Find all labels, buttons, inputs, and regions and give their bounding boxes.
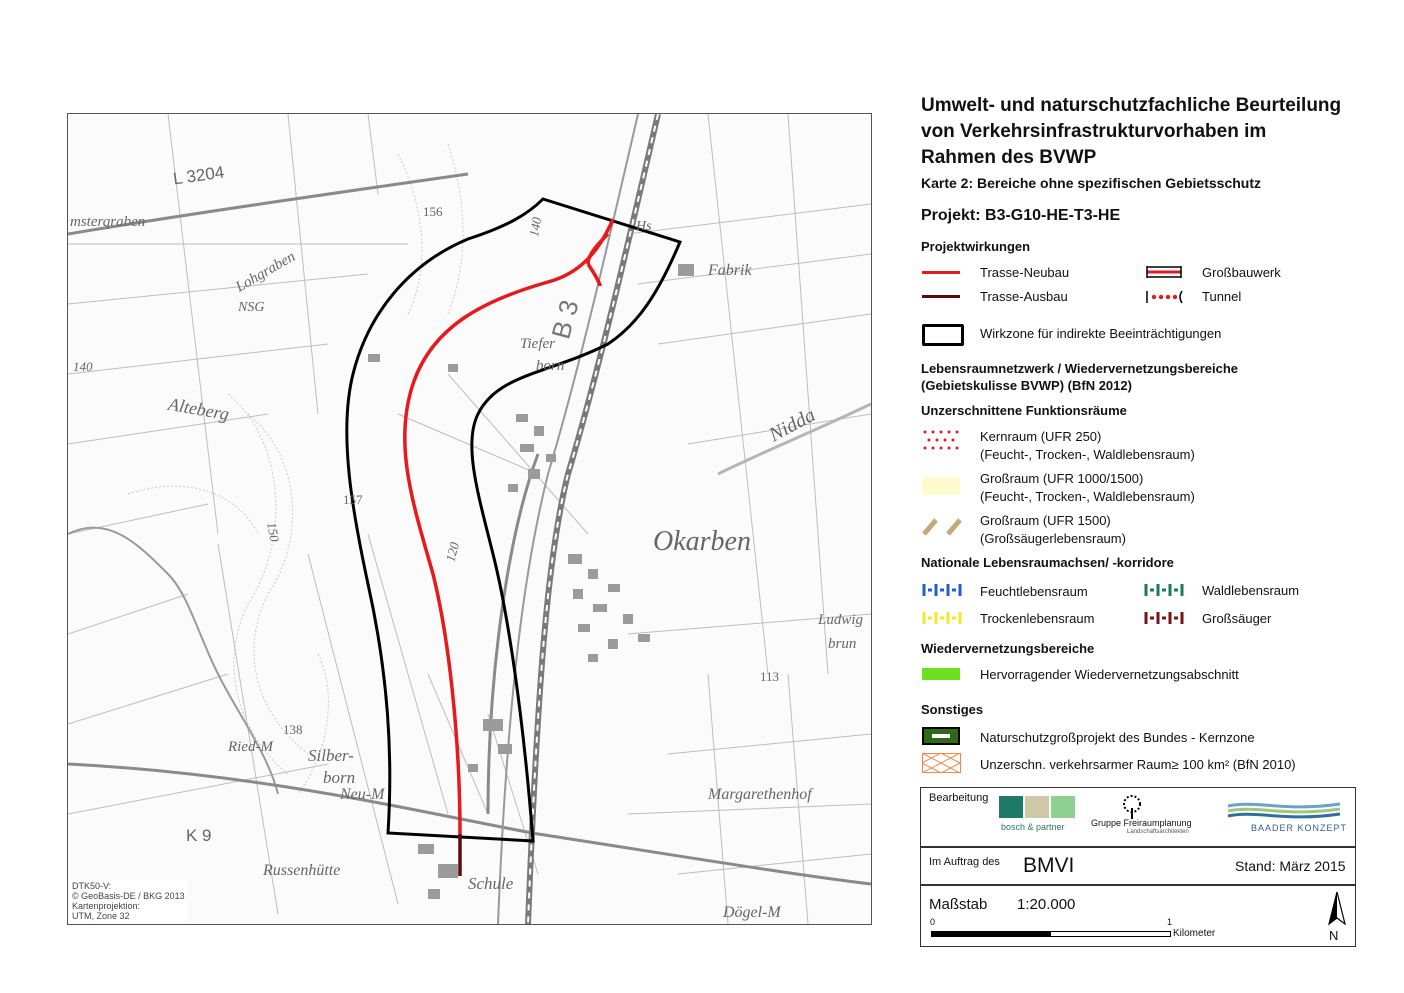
scale-tick-1: 1 bbox=[1167, 917, 1173, 927]
map-label-alteberg: Alteberg bbox=[166, 393, 231, 425]
gruppe-logo-text: Gruppe Freiraumplanung bbox=[1091, 818, 1192, 828]
map-label-schule: Schule bbox=[468, 874, 514, 893]
map-subtitle: Karte 2: Bereiche ohne spezifischen Gebietsschutz bbox=[921, 175, 1261, 191]
kernraum-swatch bbox=[922, 429, 962, 451]
section-lebensraum: Lebensraumnetzwerk / Wiedervernetzungsbereiche bbox=[921, 361, 1239, 376]
trocken-swatch bbox=[922, 611, 964, 625]
wirkzone-swatch bbox=[922, 324, 964, 346]
map-label-138: 138 bbox=[283, 722, 303, 737]
grossbauwerk-swatch bbox=[1144, 265, 1184, 279]
wald-swatch bbox=[1144, 583, 1186, 597]
legend-ausbau: Trasse-Ausbau bbox=[980, 289, 1068, 304]
map-label-lohgraben: Lohgraben bbox=[233, 248, 299, 296]
map-label-120: 120 bbox=[442, 540, 463, 564]
massstab-label: Maßstab bbox=[929, 896, 988, 913]
ausbau-swatch bbox=[922, 295, 960, 298]
section-unzerschnitten: Unzerschnittene Funktionsräume bbox=[921, 403, 1127, 418]
wirkzone-outline[interactable] bbox=[347, 199, 680, 841]
legend-verkehrsarm: Unzerschn. verkehrsarmer Raum≥ 100 km² (BfN 2010) bbox=[980, 757, 1296, 772]
client-name: BMVI bbox=[1023, 854, 1075, 877]
map-label-tiefer: Tiefer bbox=[520, 336, 556, 352]
grosssaeuger-raum-swatch bbox=[922, 516, 962, 536]
map-label-nidda: Nidda bbox=[765, 403, 819, 447]
tunnel-swatch bbox=[1144, 290, 1184, 304]
section-sonstiges: Sonstiges bbox=[921, 702, 984, 717]
legend-panel bbox=[920, 95, 1360, 985]
map-label-sternsgraben: msterqraben bbox=[70, 214, 146, 230]
map-label-140: 140 bbox=[73, 359, 93, 374]
scale-bar bbox=[931, 931, 1171, 937]
tree-icon bbox=[1119, 794, 1145, 820]
stand-date: Stand: März 2015 bbox=[1235, 858, 1346, 874]
map-label-156: 156 bbox=[423, 204, 443, 219]
map-credit: DTK50-V: © GeoBasis-DE / BKG 2013 Kartenprojektion: UTM, Zone 32 bbox=[72, 881, 185, 921]
map-label-ludwig: Ludwig bbox=[818, 612, 864, 628]
legend-grossbauwerk: Großbauwerk bbox=[1202, 265, 1281, 280]
title-line2: von Verkehrsinfrastrukturvorhaben im bbox=[921, 121, 1267, 142]
bosch-logo-block2 bbox=[1025, 796, 1049, 818]
legend-grosssaeuger1: Großraum (UFR 1500) bbox=[980, 513, 1111, 528]
scale-box bbox=[920, 885, 1356, 947]
scale-tick-0: 0 bbox=[930, 917, 936, 927]
legend-kernraum1: Kernraum (UFR 250) bbox=[980, 429, 1102, 444]
map-label-150: 150 bbox=[264, 521, 283, 543]
title-line3: Rahmen des BVWP bbox=[921, 147, 1097, 168]
bosch-logo-block3 bbox=[1051, 796, 1075, 818]
legend-trocken: Trockenlebensraum bbox=[980, 611, 1095, 626]
section-lebensraum2: (Gebietskulisse BVWP) (BfN 2012) bbox=[921, 378, 1132, 393]
legend-grossraum2: (Feucht-, Trocken-, Waldlebensraum) bbox=[980, 489, 1195, 504]
gruppe-logo-subtext: Landschaftsarchitekten bbox=[1127, 829, 1189, 835]
map-label-brun: brun bbox=[828, 636, 857, 652]
railway bbox=[528, 114, 658, 924]
hervorragend-swatch bbox=[922, 668, 960, 680]
legend-grossraum1: Großraum (UFR 1000/1500) bbox=[980, 471, 1144, 486]
legend-wald: Waldlebensraum bbox=[1202, 583, 1300, 598]
legend-feucht: Feuchtlebensraum bbox=[980, 584, 1088, 599]
title-line1: Umwelt- und naturschutzfachliche Beurteilung bbox=[921, 95, 1342, 116]
map-label-silber: Silber- bbox=[308, 746, 354, 765]
legend-tunnel: Tunnel bbox=[1202, 289, 1242, 304]
map-label-140b: 140 bbox=[526, 216, 545, 238]
map-label-margarethenhof: Margarethenhof bbox=[708, 786, 812, 803]
project-id: Projekt: B3-G10-HE-T3-HE bbox=[921, 207, 1121, 224]
north-label: N bbox=[1329, 928, 1339, 943]
scale-unit: Kilometer bbox=[1173, 928, 1216, 939]
baader-logo-waves bbox=[1226, 798, 1342, 820]
legend-wirkzone: Wirkzone für indirekte Beeinträchtigungen bbox=[980, 326, 1222, 341]
bosch-logo-block1 bbox=[999, 796, 1023, 818]
legend-grosssaeuger2: (Großsäugerlebensraum) bbox=[980, 531, 1126, 546]
grosssaeuger-swatch bbox=[1144, 611, 1186, 625]
neubau-swatch bbox=[922, 271, 960, 274]
map-label-nsg: NSG bbox=[238, 300, 265, 315]
map-label-neum: Neu-M bbox=[340, 786, 385, 803]
map-label-157: 157 bbox=[343, 492, 363, 507]
map-label-hs: Hs bbox=[636, 219, 652, 234]
auftrag-label: Im Auftrag des bbox=[929, 856, 1000, 868]
map-label-l3204: L 3204 bbox=[171, 162, 226, 189]
map-label-born: born bbox=[536, 358, 565, 374]
contour-lines bbox=[128, 144, 463, 794]
legend-neubau: Trasse-Neubau bbox=[980, 265, 1070, 280]
section-wiedervernetzung: Wiedervernetzungsbereiche bbox=[921, 641, 1095, 656]
baader-logo-text: BAADER KONZEPT bbox=[1251, 823, 1348, 833]
verkehrsarm-swatch bbox=[922, 753, 962, 773]
map-frame[interactable] bbox=[67, 113, 872, 925]
section-achsen: Nationale Lebensraumachsen/ -korridore bbox=[921, 555, 1174, 570]
legend-hervorragend: Hervorragender Wiedervernetzungsabschnitt bbox=[980, 667, 1239, 682]
map-label-doegel: Dögel-M bbox=[723, 904, 781, 921]
kernzone-swatch bbox=[922, 727, 960, 745]
bearbeitung-box bbox=[920, 787, 1356, 847]
map-label-b3: B 3 bbox=[545, 296, 585, 343]
section-projektwirkungen: Projektwirkungen bbox=[921, 239, 1031, 254]
legend-kernzone: Naturschutzgroßprojekt des Bundes - Kernzone bbox=[980, 730, 1255, 745]
map-label-113: 113 bbox=[760, 669, 780, 684]
legend-grosssaeuger: Großsäuger bbox=[1202, 611, 1272, 626]
map-label-fabrik: Fabrik bbox=[708, 262, 752, 279]
map-label-okarben: Okarben bbox=[653, 526, 751, 557]
scale-ratio: 1:20.000 bbox=[1017, 896, 1076, 913]
grossraum-swatch bbox=[922, 477, 960, 495]
map-label-ried: Ried-M bbox=[228, 739, 273, 755]
auftrag-box bbox=[920, 847, 1356, 885]
map-label-k9: K 9 bbox=[186, 826, 212, 845]
map-label-russenhuette: Russenhütte bbox=[263, 862, 341, 879]
legend-kernraum2: (Feucht-, Trocken-, Waldlebensraum) bbox=[980, 447, 1195, 462]
feucht-swatch bbox=[922, 583, 964, 597]
map-label-silberborn: born bbox=[323, 768, 356, 787]
north-arrow-icon bbox=[1325, 890, 1349, 930]
bearbeitung-label: Bearbeitung bbox=[929, 792, 989, 804]
bosch-logo-text: bosch & partner bbox=[1001, 822, 1065, 832]
